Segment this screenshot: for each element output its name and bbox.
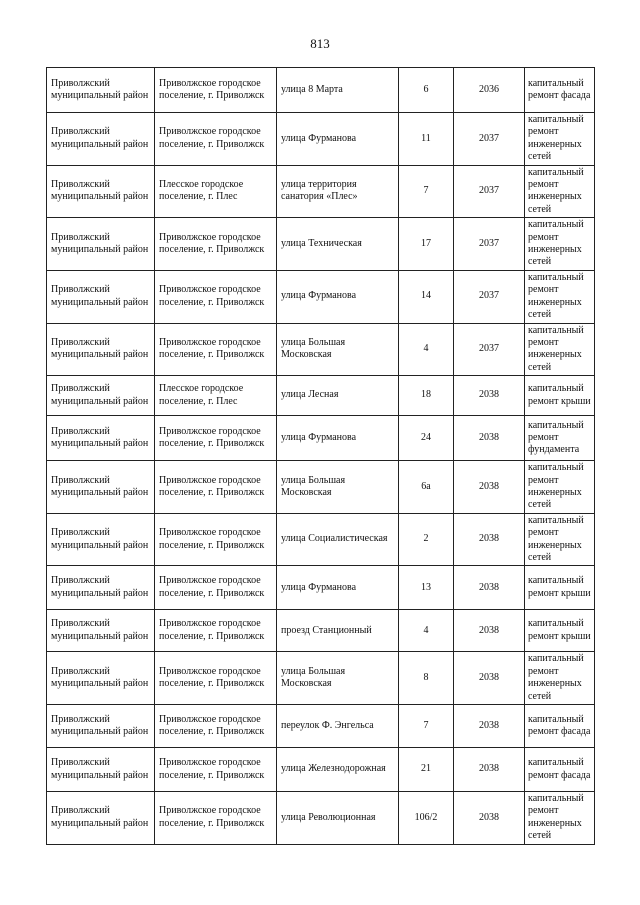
table-row	[47, 610, 595, 652]
district-cell: Приволжский муниципальный район	[47, 705, 155, 748]
street-cell: улица Фурманова	[277, 566, 399, 610]
settlement-cell: Приволжское городское поселение, г. Приволжск	[155, 68, 277, 113]
table-row	[47, 705, 595, 748]
house-number-cell: 8	[399, 652, 454, 705]
street-cell: переулок Ф. Энгельса	[277, 705, 399, 748]
street-cell: улица Железнодорожная	[277, 748, 399, 792]
settlement-cell: Приволжское городское поселение, г. Приволжск	[155, 270, 277, 323]
work-type-cell: капитальный ремонт крыши	[525, 566, 595, 610]
work-type-cell: капитальный ремонт инженерных сетей	[525, 513, 595, 566]
district-cell: Приволжский муниципальный район	[47, 165, 155, 218]
district-cell: Приволжский муниципальный район	[47, 566, 155, 610]
district-cell: Приволжский муниципальный район	[47, 513, 155, 566]
table-row	[47, 461, 595, 514]
house-number-cell: 13	[399, 566, 454, 610]
table-row	[47, 376, 595, 416]
work-type-cell: капитальный ремонт инженерных сетей	[525, 792, 595, 845]
street-cell: улица территория санатория «Плес»	[277, 165, 399, 218]
district-cell: Приволжский муниципальный район	[47, 113, 155, 166]
table-row	[47, 270, 595, 323]
table-row	[47, 68, 595, 113]
year-cell: 2037	[454, 113, 525, 166]
settlement-cell: Приволжское городское поселение, г. Приволжск	[155, 513, 277, 566]
street-cell: улица Большая Московская	[277, 323, 399, 376]
year-cell: 2036	[454, 68, 525, 113]
table-row	[47, 748, 595, 792]
settlement-cell: Приволжское городское поселение, г. Приволжск	[155, 792, 277, 845]
house-number-cell: 21	[399, 748, 454, 792]
district-cell: Приволжский муниципальный район	[47, 323, 155, 376]
table-row	[47, 792, 595, 845]
page-number: 813	[310, 36, 330, 51]
work-type-cell: капитальный ремонт крыши	[525, 376, 595, 416]
district-cell: Приволжский муниципальный район	[47, 376, 155, 416]
street-cell: проезд Станционный	[277, 610, 399, 652]
street-cell: улица Социалистическая	[277, 513, 399, 566]
year-cell: 2038	[454, 513, 525, 566]
year-cell: 2038	[454, 705, 525, 748]
house-number-cell: 4	[399, 610, 454, 652]
settlement-cell: Приволжское городское поселение, г. Приволжск	[155, 218, 277, 271]
house-number-cell: 24	[399, 416, 454, 461]
work-type-cell: капитальный ремонт фасада	[525, 68, 595, 113]
settlement-cell: Приволжское городское поселение, г. Приволжск	[155, 113, 277, 166]
settlement-cell: Плесское городское поселение, г. Плес	[155, 376, 277, 416]
table-row	[47, 566, 595, 610]
settlement-cell: Приволжское городское поселение, г. Приволжск	[155, 323, 277, 376]
house-number-cell: 17	[399, 218, 454, 271]
table-row	[47, 218, 595, 271]
district-cell: Приволжский муниципальный район	[47, 461, 155, 514]
street-cell: улица Фурманова	[277, 113, 399, 166]
work-type-cell: капитальный ремонт фасада	[525, 748, 595, 792]
street-cell: улица Большая Московская	[277, 461, 399, 514]
table-row	[47, 416, 595, 461]
settlement-cell: Плесское городское поселение, г. Плес	[155, 165, 277, 218]
settlement-cell: Приволжское городское поселение, г. Приволжск	[155, 652, 277, 705]
year-cell: 2038	[454, 416, 525, 461]
settlement-cell: Приволжское городское поселение, г. Приволжск	[155, 416, 277, 461]
work-type-cell: капитальный ремонт инженерных сетей	[525, 218, 595, 271]
table-row	[47, 652, 595, 705]
house-number-cell: 11	[399, 113, 454, 166]
district-cell: Приволжский муниципальный район	[47, 270, 155, 323]
house-number-cell: 6а	[399, 461, 454, 514]
settlement-cell: Приволжское городское поселение, г. Приволжск	[155, 461, 277, 514]
year-cell: 2038	[454, 748, 525, 792]
year-cell: 2037	[454, 165, 525, 218]
year-cell: 2038	[454, 461, 525, 514]
work-type-cell: капитальный ремонт фасада	[525, 705, 595, 748]
house-number-cell: 7	[399, 705, 454, 748]
district-cell: Приволжский муниципальный район	[47, 416, 155, 461]
street-cell: улица Революционная	[277, 792, 399, 845]
year-cell: 2038	[454, 610, 525, 652]
house-number-cell: 106/2	[399, 792, 454, 845]
house-number-cell: 7	[399, 165, 454, 218]
table-row	[47, 513, 595, 566]
settlement-cell: Приволжское городское поселение, г. Приволжск	[155, 566, 277, 610]
table-row	[47, 113, 595, 166]
work-type-cell: капитальный ремонт инженерных сетей	[525, 113, 595, 166]
year-cell: 2038	[454, 652, 525, 705]
year-cell: 2037	[454, 323, 525, 376]
district-cell: Приволжский муниципальный район	[47, 218, 155, 271]
street-cell: улица Лесная	[277, 376, 399, 416]
district-cell: Приволжский муниципальный район	[47, 792, 155, 845]
house-number-cell: 2	[399, 513, 454, 566]
year-cell: 2038	[454, 376, 525, 416]
street-cell: улица Большая Московская	[277, 652, 399, 705]
house-number-cell: 14	[399, 270, 454, 323]
house-number-cell: 6	[399, 68, 454, 113]
settlement-cell: Приволжское городское поселение, г. Приволжск	[155, 705, 277, 748]
street-cell: улица Техническая	[277, 218, 399, 271]
street-cell: улица Фурманова	[277, 416, 399, 461]
work-type-cell: капитальный ремонт инженерных сетей	[525, 323, 595, 376]
repair-schedule-table	[46, 67, 595, 845]
settlement-cell: Приволжское городское поселение, г. Приволжск	[155, 748, 277, 792]
year-cell: 2037	[454, 270, 525, 323]
house-number-cell: 18	[399, 376, 454, 416]
work-type-cell: капитальный ремонт инженерных сетей	[525, 461, 595, 514]
year-cell: 2038	[454, 566, 525, 610]
house-number-cell: 4	[399, 323, 454, 376]
year-cell: 2037	[454, 218, 525, 271]
work-type-cell: капитальный ремонт инженерных сетей	[525, 165, 595, 218]
district-cell: Приволжский муниципальный район	[47, 610, 155, 652]
district-cell: Приволжский муниципальный район	[47, 748, 155, 792]
district-cell: Приволжский муниципальный район	[47, 652, 155, 705]
street-cell: улица Фурманова	[277, 270, 399, 323]
work-type-cell: капитальный ремонт инженерных сетей	[525, 652, 595, 705]
work-type-cell: капитальный ремонт крыши	[525, 610, 595, 652]
table-row	[47, 165, 595, 218]
table-row	[47, 323, 595, 376]
street-cell: улица 8 Марта	[277, 68, 399, 113]
year-cell: 2038	[454, 792, 525, 845]
settlement-cell: Приволжское городское поселение, г. Приволжск	[155, 610, 277, 652]
district-cell: Приволжский муниципальный район	[47, 68, 155, 113]
work-type-cell: капитальный ремонт инженерных сетей	[525, 270, 595, 323]
work-type-cell: капитальный ремонт фундамента	[525, 416, 595, 461]
